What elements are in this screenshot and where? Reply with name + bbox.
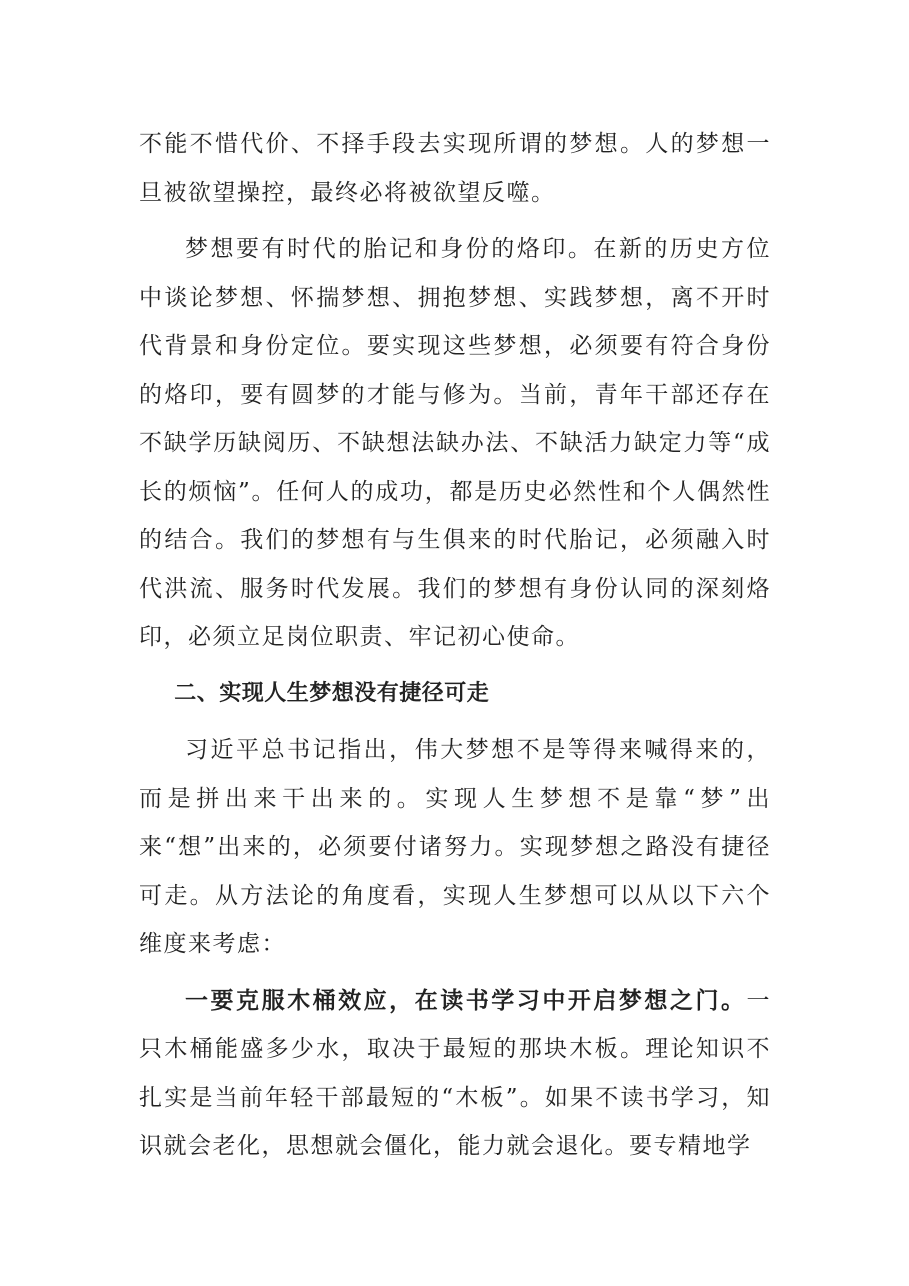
- paragraph-continuation: 不能不惜代价、不择手段去实现所谓的梦想。人的梦想一旦被欲望操控，最终必将被欲望反噬。: [139, 131, 771, 206]
- section-heading: 二、实现人生梦想没有捷径可走: [174, 680, 490, 706]
- paragraph-body-text: 一只木桶能盛多少水，取决于最短的那块木板。理论知识不扎实是当前年轻干部最短的“木板”。如果不读书学习，知识就会老化，思想就会僵化，能力就会退化。要专精地学: [139, 987, 771, 1159]
- document-body: [139, 120, 771, 1179]
- paragraph-dream-era-identity: 梦想要有时代的胎记和身份的烙印。在新的历史方位中谈论梦想、怀揣梦想、拥抱梦想、实践梦想，离不开时代背景和身份定位。要实现这些梦想，必须要有符合身份的烙印，要有圆梦的才能与修为。当前，青年干部还存在不缺学历缺阅历、不缺想法缺办法、不缺活力缺定力等“成长的烦恼”。任何人的成功，都是历史必然性和个人偶然性的结合。我们的梦想有与生俱来的时代胎记，必须融入时代洪流、服务时代发展。我们的梦想有身份认同的深刻烙印，必须立足岗位职责、牢记初心使命。: [139, 236, 771, 650]
- paragraph-barrel-effect: [139, 977, 771, 1171]
- paragraph-lead-sentence: 一要克服木桶效应，在读书学习中开启梦想之门。: [185, 986, 747, 1014]
- paragraph-no-shortcut: 习近平总书记指出，伟大梦想不是等得来喊得来的，而是拼出来干出来的。实现人生梦想不是靠“梦”出来“想”出来的，必须要付诸努力。实现梦想之路没有捷径可走。从方法论的角度看，实现人生梦想可以从以下六个维度来考虑：: [139, 737, 771, 957]
